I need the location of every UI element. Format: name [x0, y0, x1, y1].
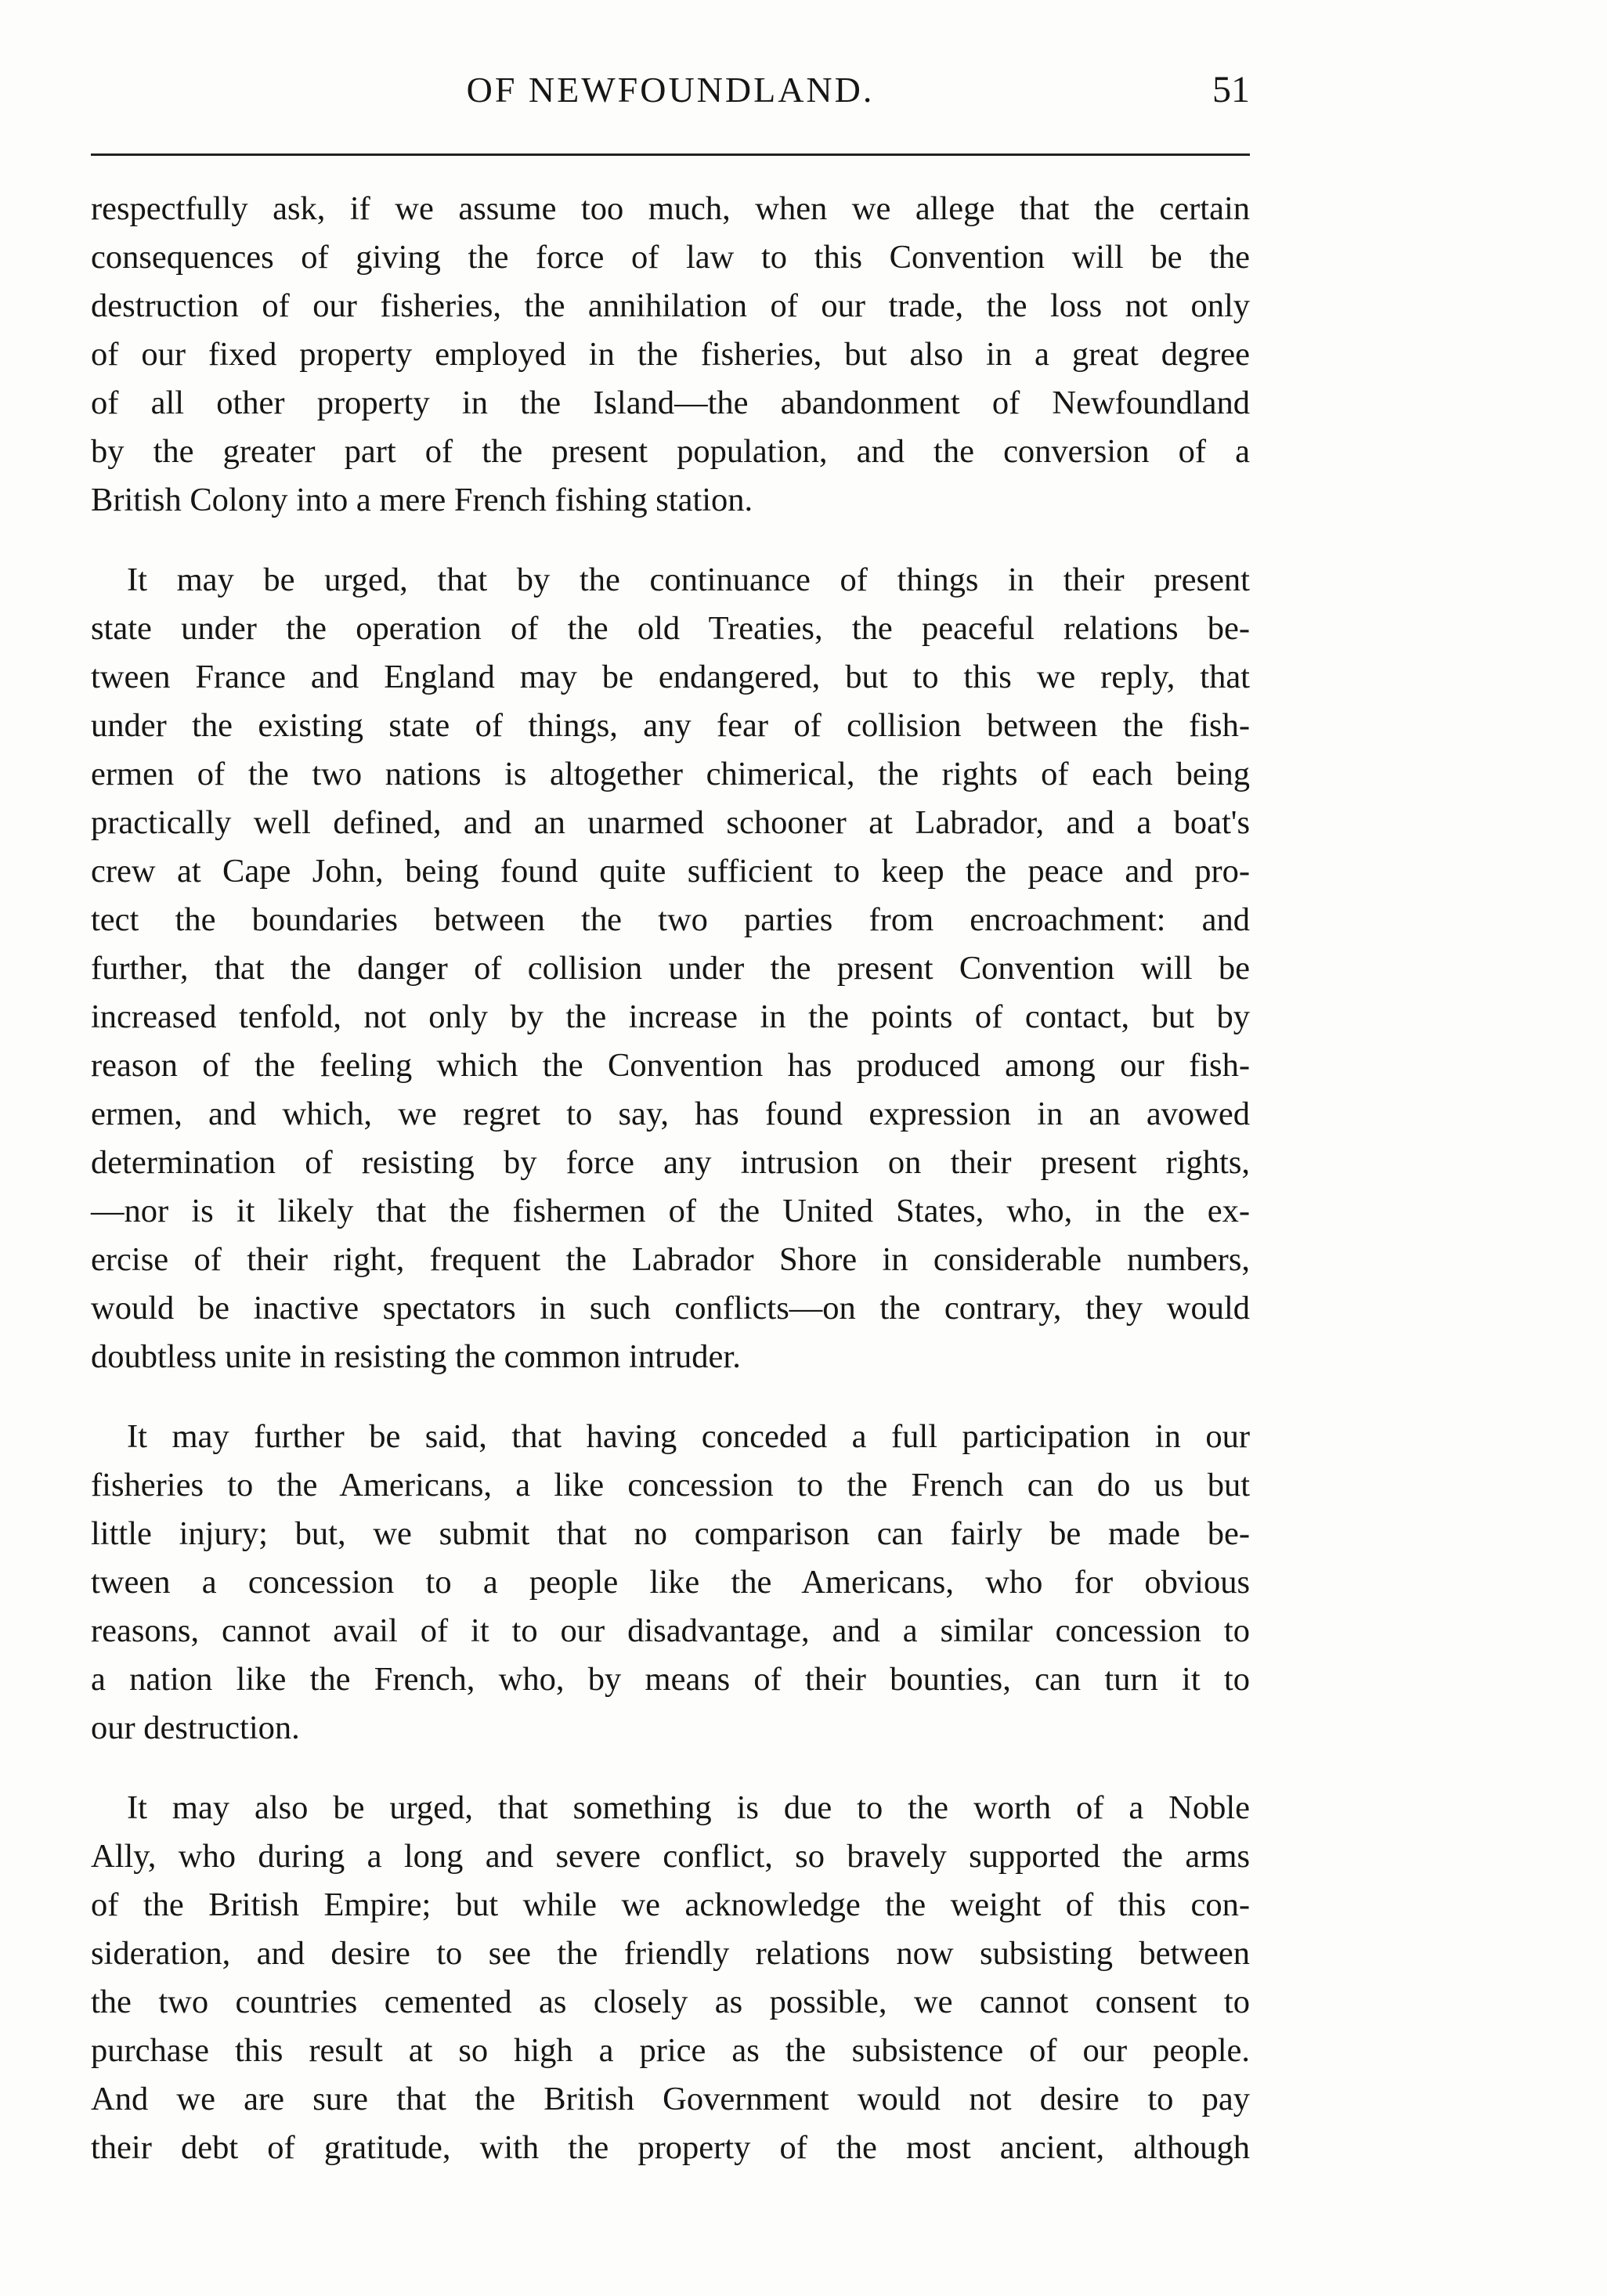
- body-text: [91, 185, 1250, 2204]
- text-line: Ally, who during a long and severe conflict, so bravely supported the arms: [91, 1838, 1250, 1875]
- text-line: tween a concession to a people like the Americans, who for obvious: [91, 1564, 1250, 1601]
- text-line: of our fixed property employed in the fisheries, but also in a great degree: [91, 336, 1250, 373]
- text-line: respectfully ask, if we assume too much, when we allege that the certain: [91, 190, 1250, 227]
- text-line: their debt of gratitude, with the property of the most ancient, although: [91, 2129, 1250, 2166]
- text-line: British Colony into a mere French fishing station.: [91, 482, 753, 518]
- text-line: tect the boundaries between the two parties from encroachment: and: [91, 901, 1250, 938]
- text-line: further, that the danger of collision under the present Convention will be: [91, 950, 1250, 987]
- text-line: of the British Empire; but while we acknowledge the weight of this con-: [91, 1886, 1250, 1923]
- text-line: the two countries cemented as closely as possible, we cannot consent to: [91, 1984, 1250, 2020]
- text-line: under the existing state of things, any fear of collision between the fish-: [91, 707, 1250, 744]
- text-line: increased tenfold, not only by the increase in the points of contact, but by: [91, 998, 1250, 1035]
- paragraph-1: [91, 185, 1250, 525]
- text-line: doubtless unite in resisting the common intruder.: [91, 1338, 741, 1375]
- text-line: our destruction.: [91, 1709, 300, 1746]
- page-number: 51: [1212, 69, 1250, 110]
- header-rule: [91, 153, 1250, 156]
- text-line: determination of resisting by force any intrusion on their present rights,: [91, 1144, 1250, 1181]
- text-line: a nation like the French, who, by means of their bounties, can turn it to: [91, 1661, 1250, 1698]
- text-line: It may be urged, that by the continuance of things in their present: [127, 561, 1250, 598]
- text-line: practically well defined, and an unarmed schooner at Labrador, and a boat's: [91, 804, 1250, 841]
- text-line: little injury; but, we submit that no comparison can fairly be made be-: [91, 1515, 1250, 1552]
- text-line: of all other property in the Island—the abandonment of Newfoundland: [91, 384, 1250, 421]
- text-line: crew at Cape John, being found quite sufficient to keep the peace and pro-: [91, 853, 1250, 890]
- text-line: It may also be urged, that something is due to the worth of a Noble: [127, 1789, 1250, 1826]
- text-line: —nor is it likely that the fishermen of the United States, who, in the ex-: [91, 1193, 1250, 1229]
- page-header: [91, 63, 1250, 117]
- paragraph-4: [91, 1784, 1250, 2172]
- text-line: ermen, and which, we regret to say, has found expression in an avowed: [91, 1096, 1250, 1132]
- text-line: tween France and England may be endangered, but to this we reply, that: [91, 659, 1250, 695]
- text-line: by the greater part of the present population, and the conversion of a: [91, 433, 1250, 470]
- running-head: OF NEWFOUNDLAND.: [466, 70, 875, 110]
- text-line: consequences of giving the force of law to this Convention will be the: [91, 239, 1250, 276]
- paragraph-2: [91, 556, 1250, 1381]
- text-line: would be inactive spectators in such conflicts—on the contrary, they would: [91, 1290, 1250, 1327]
- text-line: state under the operation of the old Treaties, the peaceful relations be-: [91, 610, 1250, 647]
- text-line: ercise of their right, frequent the Labrador Shore in considerable numbers,: [91, 1241, 1250, 1278]
- text-line: And we are sure that the British Government would not desire to pay: [91, 2081, 1250, 2117]
- text-line: fisheries to the Americans, a like concession to the French can do us but: [91, 1467, 1250, 1504]
- text-line: ermen of the two nations is altogether chimerical, the rights of each being: [91, 756, 1250, 792]
- text-line: destruction of our fisheries, the annihilation of our trade, the loss not only: [91, 287, 1250, 324]
- text-line: reason of the feeling which the Convention has produced among our fish-: [91, 1047, 1250, 1084]
- text-line: reasons, cannot avail of it to our disadvantage, and a similar concession to: [91, 1612, 1250, 1649]
- text-line: purchase this result at so high a price as the subsistence of our people.: [91, 2032, 1250, 2069]
- text-line: sideration, and desire to see the friendly relations now subsisting between: [91, 1935, 1250, 1972]
- text-line: It may further be said, that having conceded a full participation in our: [127, 1418, 1250, 1455]
- paragraph-3: [91, 1413, 1250, 1753]
